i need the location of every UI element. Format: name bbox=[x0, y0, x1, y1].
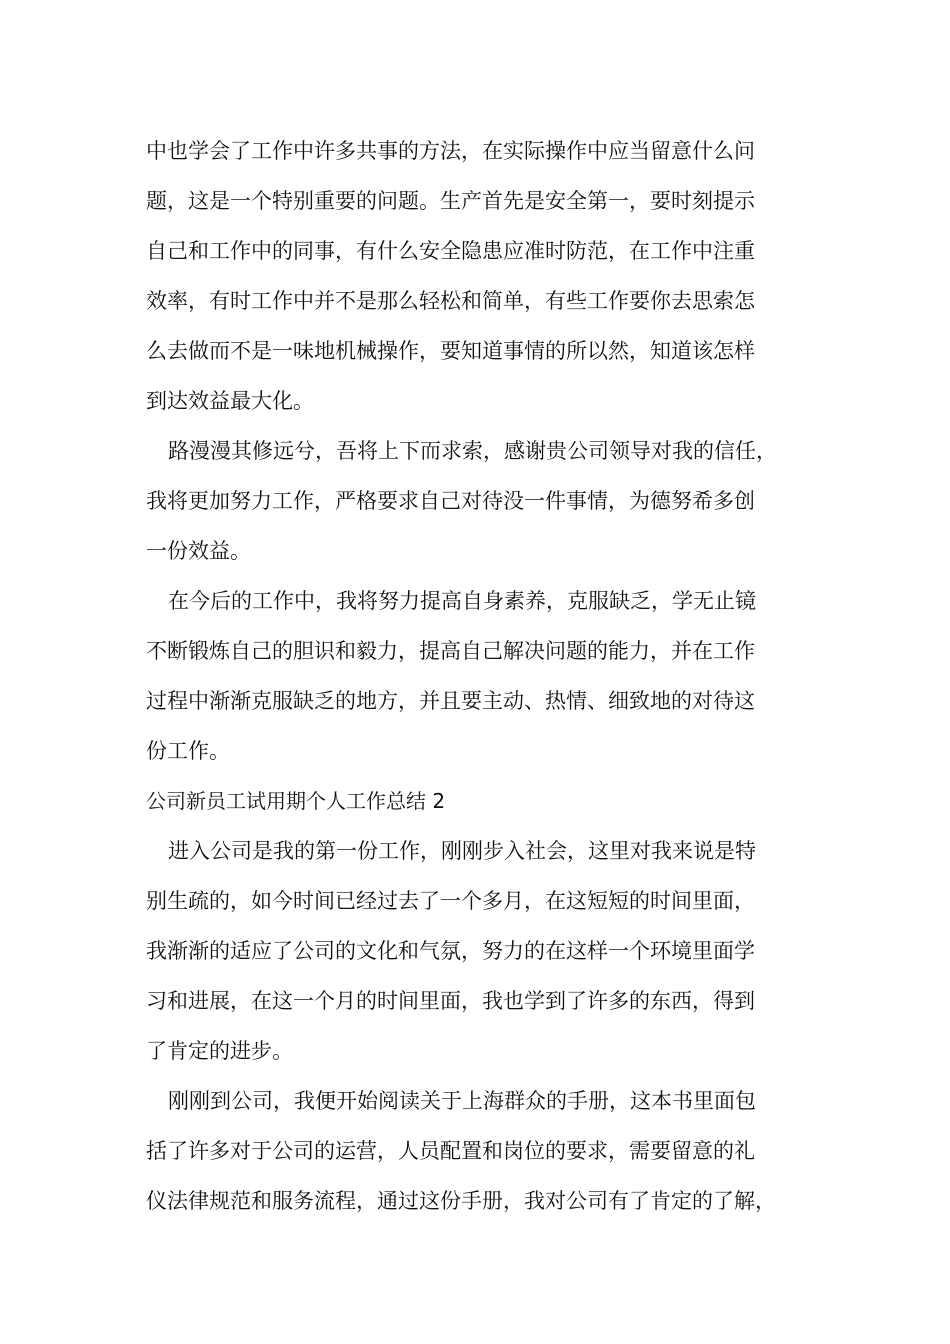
paragraph-line: 括了许多对于公司的运营，人员配置和岗位的要求，需要留意的礼 bbox=[146, 1139, 755, 1163]
paragraph-line: 别生疏的，如今时间已经过去了一个多月，在这短短的时间里面， bbox=[146, 889, 755, 913]
paragraph-line: 到达效益最大化。 bbox=[146, 389, 314, 413]
paragraph-line: 份工作。 bbox=[146, 739, 230, 763]
paragraph-line: 中也学会了工作中许多共事的方法，在实际操作中应当留意什么问 bbox=[146, 139, 755, 163]
section-heading: 公司新员工试用期个人工作总结 2 bbox=[146, 789, 446, 813]
paragraph-line: 题，这是一个特别重要的问题。生产首先是安全第一，要时刻提示 bbox=[146, 189, 755, 213]
paragraph-line: 一份效益。 bbox=[146, 539, 251, 563]
paragraph-line: 不断锻炼自己的胆识和毅力，提高自己解决问题的能力，并在工作 bbox=[146, 639, 755, 663]
paragraph-line: 我将更加努力工作，严格要求自己对待没一件事情，为德努希多创 bbox=[146, 489, 755, 513]
paragraph-line: 仪法律规范和服务流程，通过这份手册，我对公司有了肯定的了解， bbox=[146, 1189, 776, 1213]
paragraph-line: 过程中渐渐克服缺乏的地方，并且要主动、热情、细致地的对待这 bbox=[146, 689, 755, 713]
document-body bbox=[146, 126, 826, 1226]
paragraph-line: 进入公司是我的第一份工作，刚刚步入社会，这里对我来说是特 bbox=[168, 839, 756, 863]
paragraph-line: 在今后的工作中，我将努力提高自身素养，克服缺乏，学无止镜 bbox=[168, 589, 756, 613]
paragraph-line: 了肯定的进步。 bbox=[146, 1039, 293, 1063]
paragraph-line: 我渐渐的适应了公司的文化和气氛，努力的在这样一个环境里面学 bbox=[146, 939, 755, 963]
paragraph-line: 路漫漫其修远兮，吾将上下而求索，感谢贵公司领导对我的信任， bbox=[168, 439, 777, 463]
paragraph-line: 习和进展，在这一个月的时间里面，我也学到了许多的东西，得到 bbox=[146, 989, 755, 1013]
paragraph-line: 么去做而不是一味地机械操作，要知道事情的所以然，知道该怎样 bbox=[146, 339, 755, 363]
paragraph-line: 自己和工作中的同事，有什么安全隐患应准时防范，在工作中注重 bbox=[146, 239, 755, 263]
paragraph-line: 刚刚到公司，我便开始阅读关于上海群众的手册，这本书里面包 bbox=[168, 1089, 756, 1113]
paragraph-line: 效率，有时工作中并不是那么轻松和简单，有些工作要你去思索怎 bbox=[146, 289, 755, 313]
